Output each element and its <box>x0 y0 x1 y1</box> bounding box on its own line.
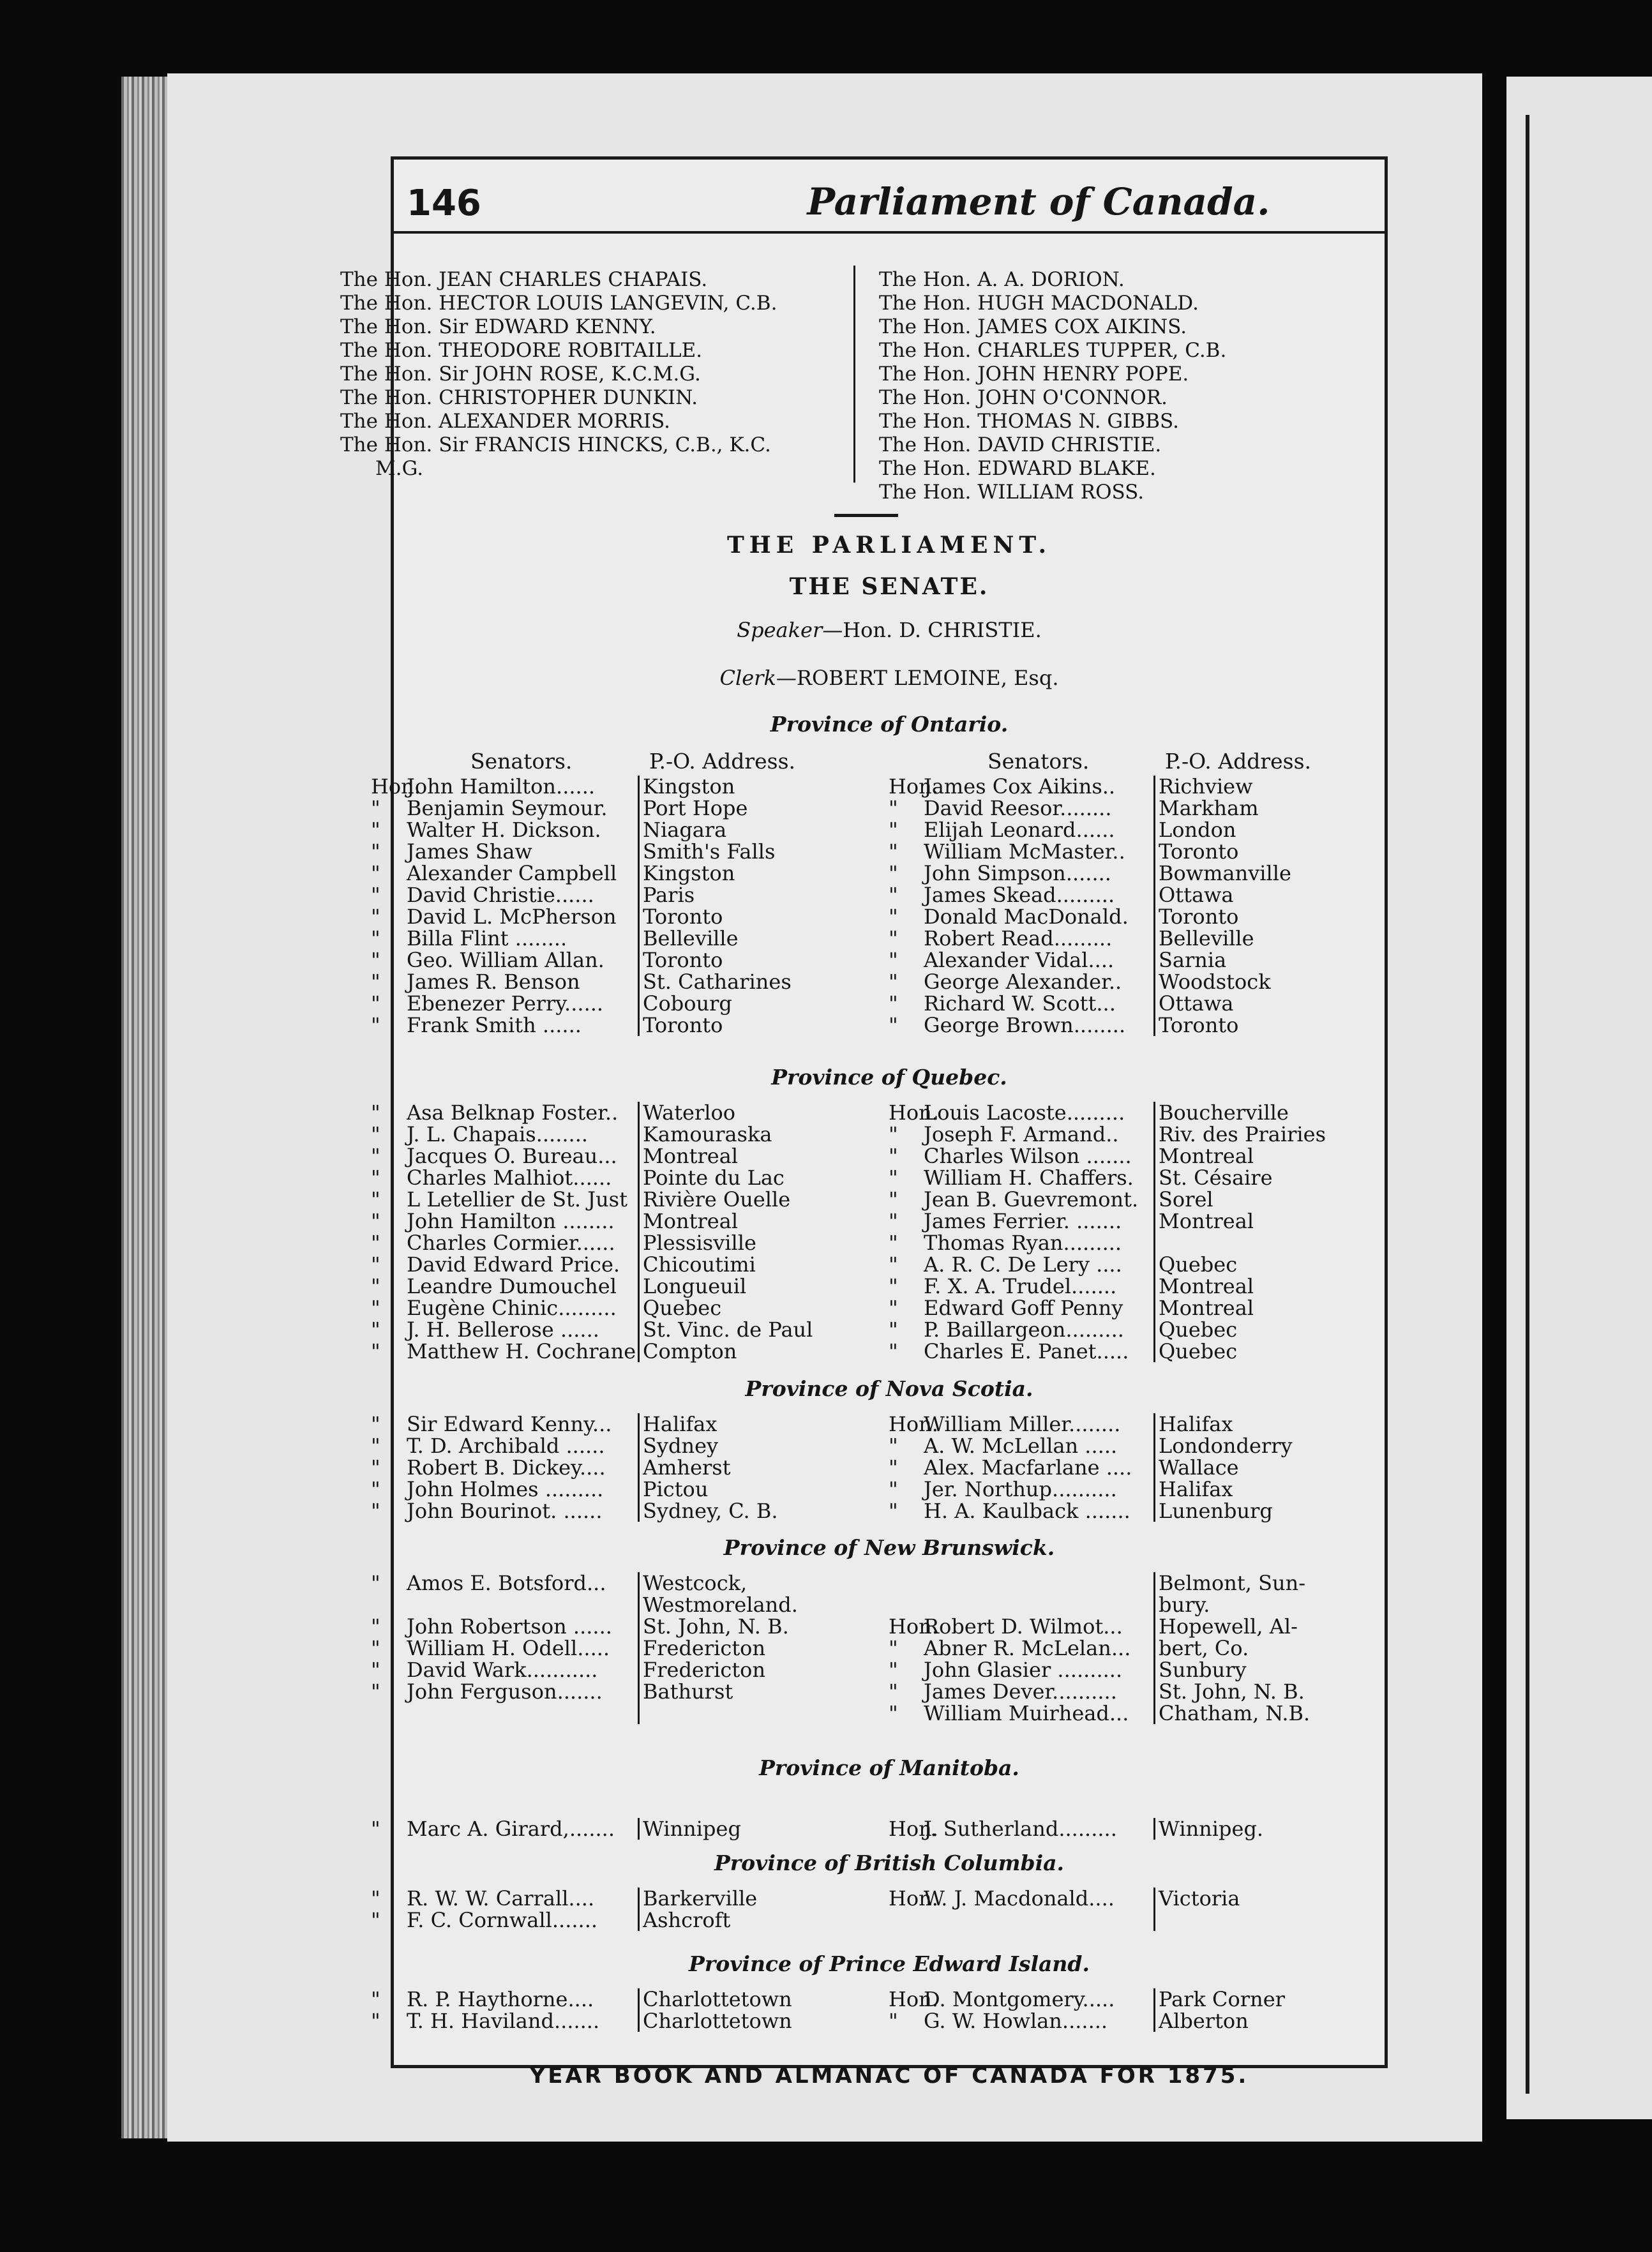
senator-title: " <box>889 839 898 864</box>
post-office-address: St. Césaire <box>1159 1166 1273 1190</box>
senator-name: Amos E. Botsford... <box>407 1571 606 1595</box>
senator-title: Hon. <box>889 1817 938 1841</box>
senator-title: " <box>889 1166 898 1190</box>
senator-title: " <box>889 905 898 929</box>
column-rule <box>638 1413 640 1522</box>
senator-title: " <box>371 1166 380 1190</box>
column-rule <box>1153 1102 1155 1362</box>
ministry-entry: The Hon. CHARLES TUPPER, C.B. <box>879 339 1227 362</box>
senator-title: " <box>371 796 380 820</box>
post-office-address: Quebec <box>1159 1252 1238 1277</box>
post-office-address: Sunbury <box>1159 1658 1247 1682</box>
senator-title: " <box>889 1339 898 1363</box>
senator-name: J. L. Chapais........ <box>407 1122 589 1146</box>
post-office-address: Victoria <box>1159 1886 1240 1910</box>
senator-title: " <box>889 1144 898 1168</box>
post-office-address: Boucherville <box>1159 1100 1289 1125</box>
senator-name: John Glasier .......... <box>924 1658 1123 1682</box>
senator-title: " <box>371 1187 380 1212</box>
post-office-address: Halifax <box>1159 1412 1233 1436</box>
ministry-list-right <box>879 268 1326 504</box>
ministry-entry: M.G. <box>375 457 424 480</box>
ministry-entry: The Hon. CHRISTOPHER DUNKIN. <box>340 386 698 409</box>
senator-title: " <box>371 1679 380 1704</box>
senator-name: T. D. Archibald ...... <box>407 1434 605 1458</box>
post-office-address: Sarnia <box>1159 948 1227 972</box>
post-office-address: Halifax <box>1159 1477 1233 1501</box>
post-office-address: Lunenburg <box>1159 1499 1273 1523</box>
senator-title: " <box>371 1886 380 1910</box>
post-office-address: Bathurst <box>643 1679 733 1704</box>
post-office-address: Quebec <box>643 1296 722 1320</box>
column-rule <box>638 776 640 1036</box>
page-frame <box>340 156 1388 2068</box>
post-office-address: Toronto <box>643 905 723 929</box>
post-office-address: Belmont, Sun- <box>1159 1571 1306 1595</box>
column-divider <box>853 266 855 483</box>
senator-name: Thomas Ryan......... <box>924 1231 1122 1255</box>
senator-title: " <box>889 2009 898 2033</box>
senator-title: " <box>889 1434 898 1458</box>
senator-title: " <box>371 1817 380 1841</box>
post-office-address: Charlottetown <box>643 2009 792 2033</box>
column-rule <box>638 1818 640 1840</box>
senator-name: John Simpson....... <box>924 861 1111 885</box>
senator-title: " <box>889 1679 898 1704</box>
post-office-address: Londonderry <box>1159 1434 1293 1458</box>
senator-name: Louis Lacoste......... <box>924 1100 1125 1125</box>
post-office-address: Chatham, N.B. <box>1159 1701 1310 1725</box>
senator-name: James Ferrier. ....... <box>924 1209 1122 1233</box>
post-office-address: St. John, N. B. <box>1159 1679 1305 1704</box>
senator-name: Alexander Vidal.... <box>924 948 1115 972</box>
post-office-address: Amherst <box>643 1455 731 1480</box>
post-office-address: London <box>1159 818 1236 842</box>
senator-name: Jean B. Guevremont. <box>924 1187 1139 1212</box>
senator-title: " <box>371 970 380 994</box>
post-office-address: Cobourg <box>643 991 732 1016</box>
province-heading: Province of Nova Scotia. <box>745 1376 1033 1401</box>
post-office-address: Winnipeg <box>643 1817 741 1841</box>
ministry-entry: The Hon. Sir JOHN ROSE, K.C.M.G. <box>340 363 701 386</box>
speaker-label: Speaker <box>737 618 823 642</box>
senator-name: Donald MacDonald. <box>924 905 1129 929</box>
senator-name: James Cox Aikins.. <box>924 774 1116 799</box>
senator-name: Robert Read......... <box>924 926 1113 950</box>
post-office-address: Park Corner <box>1159 1987 1285 2011</box>
ministry-entry: The Hon. THOMAS N. GIBBS. <box>879 410 1179 433</box>
column-header: Senators. <box>470 749 573 774</box>
column-rule <box>1153 1888 1155 1931</box>
senator-name: John Ferguson....... <box>407 1679 603 1704</box>
senator-title: " <box>371 1144 380 1168</box>
column-rule <box>1153 1572 1155 1724</box>
senator-title: " <box>889 796 898 820</box>
senator-title: " <box>889 1209 898 1233</box>
post-office-address: Hopewell, Al- <box>1159 1614 1298 1639</box>
post-office-address: Compton <box>643 1339 737 1363</box>
column-header: Senators. <box>987 749 1090 774</box>
senator-title: Hon. <box>371 774 421 799</box>
senator-name: William Miller........ <box>924 1412 1121 1436</box>
column-rule <box>638 1888 640 1931</box>
senator-name: Robert D. Wilmot... <box>924 1614 1123 1639</box>
senator-name: John Holmes ......... <box>407 1477 604 1501</box>
post-office-address: Toronto <box>1159 905 1239 929</box>
senator-title: " <box>889 991 898 1016</box>
page-number: 146 <box>407 183 481 224</box>
post-office-address: Sorel <box>1159 1187 1213 1212</box>
senator-name: David Christie...... <box>407 883 594 907</box>
ministry-entry: The Hon. HECTOR LOUIS LANGEVIN, C.B. <box>340 292 777 315</box>
post-office-address: Ottawa <box>1159 883 1234 907</box>
ministry-entry: The Hon. HUGH MACDONALD. <box>879 292 1199 315</box>
province-heading: Province of Prince Edward Island. <box>689 1951 1090 1976</box>
senator-name: Geo. William Allan. <box>407 948 604 972</box>
senator-title: " <box>889 1701 898 1725</box>
adjacent-page-edge <box>1506 77 1652 2119</box>
post-office-address: Woodstock <box>1159 970 1271 994</box>
province-heading: Province of British Columbia. <box>714 1850 1065 1875</box>
senator-title: " <box>371 818 380 842</box>
senator-title: " <box>371 1571 380 1595</box>
senator-name: Walter H. Dickson. <box>407 818 601 842</box>
senator-name: James Shaw <box>407 839 532 864</box>
senate-heading: THE SENATE. <box>789 573 989 600</box>
post-office-address: bury. <box>1159 1593 1210 1617</box>
senator-name: Richard W. Scott... <box>924 991 1116 1016</box>
senator-name: F. X. A. Trudel....... <box>924 1274 1117 1298</box>
column-rule <box>1153 1818 1155 1840</box>
senator-title: " <box>371 1477 380 1501</box>
senator-title: " <box>889 1296 898 1320</box>
senator-name: P. Baillargeon......... <box>924 1317 1124 1342</box>
senator-name: John Robertson ...... <box>407 1614 612 1639</box>
senator-name: A. W. McLellan ..... <box>924 1434 1118 1458</box>
post-office-address: Belleville <box>1159 926 1254 950</box>
senator-name: David L. McPherson <box>407 905 617 929</box>
senator-title: Hon. <box>889 1100 938 1125</box>
senator-title: " <box>371 1636 380 1660</box>
post-office-address: Fredericton <box>643 1636 766 1660</box>
senator-title: " <box>371 1252 380 1277</box>
post-office-address: St. Vinc. de Paul <box>643 1317 813 1342</box>
senator-title: " <box>371 1412 380 1436</box>
post-office-address: Halifax <box>643 1412 717 1436</box>
post-office-address: Smith's Falls <box>643 839 776 864</box>
post-office-address: Riv. des Prairies <box>1159 1122 1326 1146</box>
senator-name: F. C. Cornwall....... <box>407 1908 598 1932</box>
post-office-address: Fredericton <box>643 1658 766 1682</box>
post-office-address: Toronto <box>643 1013 723 1037</box>
clerk-label: Clerk <box>719 666 776 690</box>
senator-name: Sir Edward Kenny... <box>407 1412 612 1436</box>
senator-name: David Edward Price. <box>407 1252 620 1277</box>
ministry-entry: The Hon. JOHN HENRY POPE. <box>879 363 1189 386</box>
parliament-heading: THE PARLIAMENT. <box>726 532 1052 559</box>
senator-title: " <box>889 1477 898 1501</box>
senator-title: " <box>371 1987 380 2011</box>
senator-title: " <box>889 1636 898 1660</box>
senator-name: David Reesor........ <box>924 796 1112 820</box>
province-heading: Province of Ontario. <box>770 712 1009 737</box>
senator-title: Hon. <box>889 774 938 799</box>
senator-name: William Muirhead... <box>924 1701 1129 1725</box>
senator-title: " <box>889 1317 898 1342</box>
post-office-address: St. John, N. B. <box>643 1614 789 1639</box>
senator-title: " <box>889 1274 898 1298</box>
column-rule <box>1153 776 1155 1036</box>
post-office-address: Alberton <box>1159 2009 1249 2033</box>
senator-name: George Brown........ <box>924 1013 1126 1037</box>
column-rule <box>638 1572 640 1724</box>
column-rule <box>1153 1988 1155 2032</box>
senator-title: " <box>889 883 898 907</box>
post-office-address: Toronto <box>1159 1013 1239 1037</box>
post-office-address: Toronto <box>643 948 723 972</box>
speaker-name: —Hon. D. CHRISTIE. <box>822 618 1042 642</box>
senator-name: T. H. Haviland....... <box>407 2009 600 2033</box>
senator-title: " <box>371 1434 380 1458</box>
senator-name: David Wark........... <box>407 1658 598 1682</box>
senator-name: John Bourinot. ...... <box>407 1499 603 1523</box>
senator-title: " <box>371 1908 380 1932</box>
column-rule <box>638 1988 640 2032</box>
senator-title: " <box>889 1231 898 1255</box>
senator-title: " <box>371 991 380 1016</box>
senator-name: Jacques O. Bureau... <box>407 1144 617 1168</box>
post-office-address: Montreal <box>1159 1144 1254 1168</box>
senator-title: " <box>889 818 898 842</box>
ministry-entry: The Hon. JEAN CHARLES CHAPAIS. <box>340 268 708 291</box>
senator-name: G. W. Howlan....... <box>924 2009 1108 2033</box>
senator-title: " <box>371 1614 380 1639</box>
ministry-list-left <box>340 268 787 481</box>
senator-title: " <box>371 1122 380 1146</box>
post-office-address: Bowmanville <box>1159 861 1291 885</box>
senator-title: " <box>889 1252 898 1277</box>
senator-title: " <box>889 970 898 994</box>
senator-title: " <box>889 1455 898 1480</box>
post-office-address: Chicoutimi <box>643 1252 756 1277</box>
senator-name: A. R. C. De Lery .... <box>924 1252 1122 1277</box>
post-office-address: Kamouraska <box>643 1122 772 1146</box>
senator-name: D. Montgomery..... <box>924 1987 1115 2011</box>
senator-name: Charles E. Panet..... <box>924 1339 1129 1363</box>
senator-name: W. J. Macdonald.... <box>924 1886 1115 1910</box>
senator-name: H. A. Kaulback ....... <box>924 1499 1130 1523</box>
post-office-address: Markham <box>1159 796 1259 820</box>
senator-title: Hon. <box>889 1886 938 1910</box>
senator-name: Benjamin Seymour. <box>407 796 608 820</box>
post-office-address: Westmoreland. <box>643 1593 798 1617</box>
senator-name: Eugène Chinic......... <box>407 1296 617 1320</box>
post-office-address: Montreal <box>1159 1274 1254 1298</box>
senator-name: R. W. W. Carrall.... <box>407 1886 595 1910</box>
post-office-address: Waterloo <box>643 1100 736 1125</box>
senator-title: " <box>371 1658 380 1682</box>
senator-title: " <box>371 1317 380 1342</box>
post-office-address: St. Catharines <box>643 970 792 994</box>
ministry-entry: The Hon. Sir FRANCIS HINCKS, C.B., K.C. <box>340 433 771 456</box>
senator-title: " <box>371 1209 380 1233</box>
ministry-entry: The Hon. A. A. DORION. <box>879 268 1125 291</box>
ministry-entry: The Hon. ALEXANDER MORRIS. <box>340 410 671 433</box>
senator-name: Elijah Leonard...... <box>924 818 1115 842</box>
senator-name: Asa Belknap Foster.. <box>407 1100 619 1125</box>
ministry-entry: The Hon. THEODORE ROBITAILLE. <box>340 339 703 362</box>
post-office-address: Ottawa <box>1159 991 1234 1016</box>
senator-title: " <box>889 926 898 950</box>
senator-name: J. Sutherland......... <box>924 1817 1117 1841</box>
ministry-entry: The Hon. WILLIAM ROSS. <box>879 481 1145 504</box>
senator-title: " <box>371 1100 380 1125</box>
senator-name: James Skead......... <box>924 883 1115 907</box>
post-office-address: Montreal <box>1159 1209 1254 1233</box>
post-office-address: Ashcroft <box>643 1908 731 1932</box>
senator-name: Ebenezer Perry...... <box>407 991 604 1016</box>
post-office-address: Sydney, C. B. <box>643 1499 778 1523</box>
post-office-address: Quebec <box>1159 1317 1238 1342</box>
post-office-address: Montreal <box>643 1144 739 1168</box>
post-office-address: Montreal <box>643 1209 739 1233</box>
post-office-address: Westcock, <box>643 1571 747 1595</box>
senator-name: James R. Benson <box>407 970 580 994</box>
post-office-address: Pointe du Lac <box>643 1166 785 1190</box>
post-office-address: Richview <box>1159 774 1253 799</box>
senator-name: William H. Odell..... <box>407 1636 610 1660</box>
senator-name: William McMaster.. <box>924 839 1125 864</box>
column-header: P.-O. Address. <box>649 749 796 774</box>
senator-name: Frank Smith ...... <box>407 1013 582 1037</box>
senator-name: Charles Malhiot...... <box>407 1166 612 1190</box>
column-rule <box>1153 1413 1155 1522</box>
post-office-address: Longueuil <box>643 1274 747 1298</box>
senator-name: Charles Cormier...... <box>407 1231 615 1255</box>
senator-title: " <box>371 1296 380 1320</box>
province-heading: Province of New Brunswick. <box>723 1535 1055 1560</box>
running-head: Parliament of Canada. <box>807 180 1270 223</box>
senator-title: Hon. <box>889 1614 938 1639</box>
senator-title: " <box>889 1122 898 1146</box>
senator-name: R. P. Haythorne.... <box>407 1987 594 2011</box>
senator-name: Marc A. Girard,....... <box>407 1817 615 1841</box>
scan-page-edge <box>121 77 172 2138</box>
senator-title: " <box>889 861 898 885</box>
page-header <box>394 160 1385 234</box>
province-heading: Province of Quebec. <box>771 1065 1007 1090</box>
column-rule <box>638 1102 640 1362</box>
senator-name: Edward Goff Penny <box>924 1296 1123 1320</box>
senator-title: " <box>371 1013 380 1037</box>
senator-title: " <box>371 948 380 972</box>
senator-title: " <box>371 1455 380 1480</box>
clerk-line <box>394 666 1385 690</box>
senator-title: " <box>371 1231 380 1255</box>
senator-name: Leandre Dumouchel <box>407 1274 617 1298</box>
post-office-address: Quebec <box>1159 1339 1238 1363</box>
senator-title: " <box>371 1274 380 1298</box>
senator-name: James Dever.......... <box>924 1679 1117 1704</box>
post-office-address: Niagara <box>643 818 727 842</box>
senator-name: J. H. Bellerose ...... <box>407 1317 599 1342</box>
clerk-name: —ROBERT LEMOINE, Esq. <box>776 666 1059 690</box>
senator-name: John Hamilton ........ <box>407 1209 615 1233</box>
senator-title: " <box>371 839 380 864</box>
ministry-entry: The Hon. Sir EDWARD KENNY. <box>340 315 656 338</box>
ministry-entry: The Hon. EDWARD BLAKE. <box>879 457 1156 480</box>
post-office-address: Montreal <box>1159 1296 1254 1320</box>
speaker-line <box>394 618 1385 642</box>
senator-name: Joseph F. Armand.. <box>924 1122 1119 1146</box>
senator-name: William H. Chaffers. <box>924 1166 1134 1190</box>
senator-title: " <box>889 1187 898 1212</box>
ministry-entry: The Hon. DAVID CHRISTIE. <box>879 433 1162 456</box>
post-office-address: Kingston <box>643 774 735 799</box>
senator-title: " <box>371 1339 380 1363</box>
senator-name: George Alexander.. <box>924 970 1122 994</box>
senator-name: Alexander Campbell <box>407 861 617 885</box>
senator-title: Hon. <box>889 1987 938 2011</box>
senator-name: Matthew H. Cochrane <box>407 1339 636 1363</box>
post-office-address: bert, Co. <box>1159 1636 1249 1660</box>
ministry-entry: The Hon. JAMES COX AIKINS. <box>879 315 1187 338</box>
senator-name: Alex. Macfarlane .... <box>924 1455 1132 1480</box>
post-office-address: Plessisville <box>643 1231 756 1255</box>
post-office-address: Belleville <box>643 926 739 950</box>
province-heading: Province of Manitoba. <box>759 1755 1019 1780</box>
senator-name: Abner R. McLelan... <box>924 1636 1131 1660</box>
post-office-address: Wallace <box>1159 1455 1239 1480</box>
senator-title: " <box>889 948 898 972</box>
senator-name: Charles Wilson ....... <box>924 1144 1132 1168</box>
post-office-address: Kingston <box>643 861 735 885</box>
post-office-address: Paris <box>643 883 695 907</box>
post-office-address: Toronto <box>1159 839 1239 864</box>
senator-title: " <box>889 1499 898 1523</box>
page-footer: YEAR BOOK AND ALMANAC OF CANADA FOR 1875. <box>529 2063 1249 2089</box>
senator-title: " <box>371 1499 380 1523</box>
section-rule <box>834 514 898 517</box>
senator-name: L Letellier de St. Just <box>407 1187 627 1212</box>
senator-title: " <box>371 905 380 929</box>
post-office-address: Sydney <box>643 1434 719 1458</box>
senator-name: Jer. Northup.......... <box>924 1477 1117 1501</box>
senator-title: Hon. <box>889 1412 938 1436</box>
column-header: P.-O. Address. <box>1165 749 1312 774</box>
post-office-address: Winnipeg. <box>1159 1817 1264 1841</box>
senator-name: John Hamilton...... <box>407 774 596 799</box>
ministry-entry: The Hon. JOHN O'CONNOR. <box>879 386 1168 409</box>
senator-title: " <box>371 861 380 885</box>
senator-name: Robert B. Dickey.... <box>407 1455 606 1480</box>
post-office-address: Charlottetown <box>643 1987 792 2011</box>
senator-title: " <box>371 926 380 950</box>
senator-title: " <box>371 2009 380 2033</box>
senator-name: Billa Flint ........ <box>407 926 567 950</box>
post-office-address: Pictou <box>643 1477 709 1501</box>
post-office-address: Port Hope <box>643 796 748 820</box>
senator-title: " <box>889 1013 898 1037</box>
senator-title: " <box>371 883 380 907</box>
post-office-address: Barkerville <box>643 1886 758 1910</box>
senator-title: " <box>889 1658 898 1682</box>
post-office-address: Rivière Ouelle <box>643 1187 791 1212</box>
